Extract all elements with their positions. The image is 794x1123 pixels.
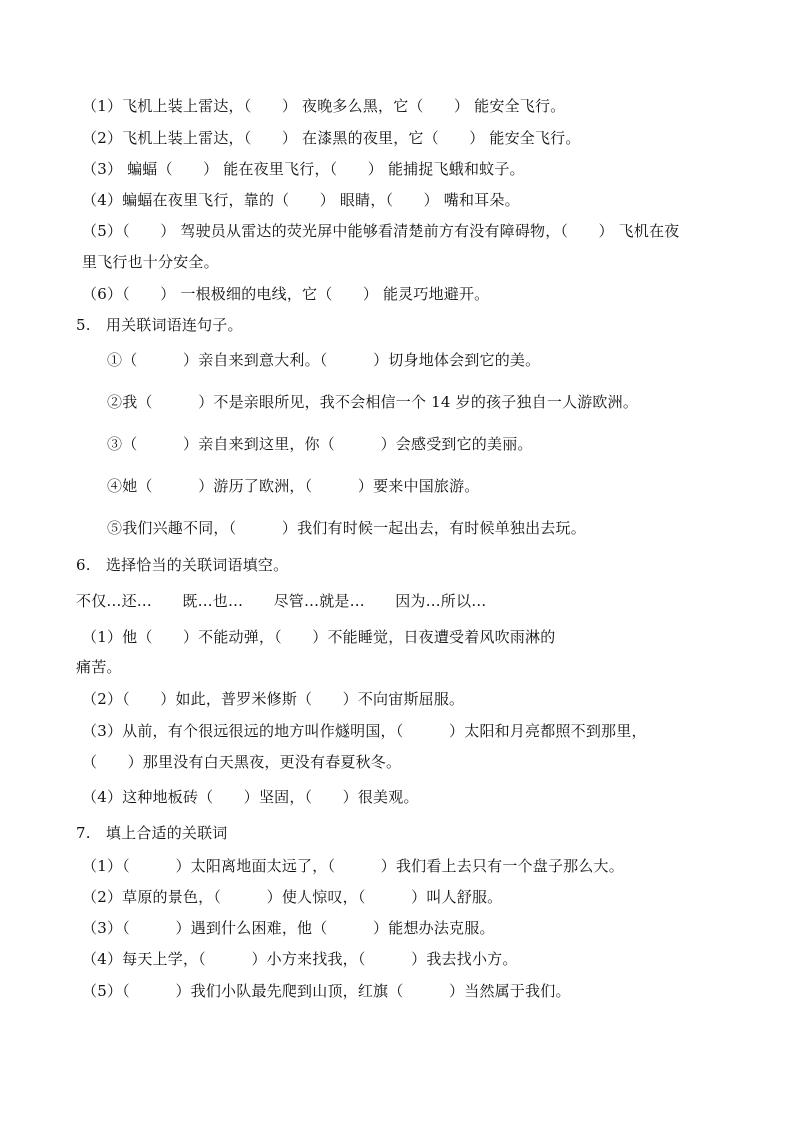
question-4-4: （4）蝙蝠在夜里飞行，靠的（ ） 眼睛，（ ） 嘴和耳朵。 <box>82 191 520 209</box>
question-4-6: （6）（ ） 一根极细的电线，它（ ） 能灵巧地避开。 <box>82 285 490 303</box>
question-6-3-continued: （ ）那里没有白天黑夜，更没有春夏秋冬。 <box>82 753 402 771</box>
question-4-3: （3） 蝙蝠（ ） 能在夜里飞行，（ ） 能捕捉飞蛾和蚊子。 <box>82 160 525 178</box>
question-7-4: （4）每天上学，（ ）小方来找我，（ ）我去找小方。 <box>82 950 518 968</box>
question-5-4: ④她（ ）游历了欧洲，（ ）要来中国旅游。 <box>107 477 480 495</box>
section-5-heading: 5. 用关联词语连句子。 <box>76 316 243 334</box>
question-4-5-continued: 里飞行也十分安全。 <box>82 253 219 271</box>
question-5-1: ①（ ）亲自来到意大利。（ ）切身地体会到它的美。 <box>107 351 541 369</box>
question-7-3: （3）（ ）遇到什么困难，他（ ）能想办法克服。 <box>82 919 495 937</box>
section-6-heading: 6. 选择恰当的关联词语填空。 <box>76 556 289 574</box>
question-7-2: （2）草原的景色，（ ）使人惊叹，（ ）叫人舒服。 <box>82 888 503 906</box>
question-6-2: （2）（ ）如此，普罗米修斯（ ）不向宙斯屈服。 <box>82 690 465 708</box>
conjunction-options: 不仅…还… 既…也… 尽管…就是… 因为…所以… <box>76 592 487 610</box>
question-7-1: （1）（ ）太阳离地面太远了，（ ）我们看上去只有一个盘子那么大。 <box>82 857 624 875</box>
question-5-5: ⑤我们兴趣不同，（ ）我们有时候一起出去，有时候单独出去玩。 <box>107 519 586 537</box>
question-4-5: （5）（ ） 驾驶员从雷达的荧光屏中能够看清楚前方有没有障碍物，（ ） 飞机在夜 <box>82 222 680 240</box>
question-4-2: （2）飞机上装上雷达，（ ） 在漆黑的夜里，它（ ） 能安全飞行。 <box>82 129 581 147</box>
section-7-heading: 7. 填上合适的关联词 <box>76 824 228 842</box>
question-4-1: （1）飞机上装上雷达，（ ） 夜晚多么黑，它（ ） 能安全飞行。 <box>82 97 566 115</box>
question-6-4: （4）这种地板砖（ ）坚固，（ ）很美观。 <box>82 788 419 806</box>
question-6-1-continued: 痛苦。 <box>76 658 122 676</box>
question-6-3: （3）从前，有个很远很远的地方叫作燧明国，（ ）太阳和月亮都照不到那里， <box>82 722 647 740</box>
question-5-3: ③（ ）亲自来到这里，你（ ）会感受到它的美丽。 <box>107 435 533 453</box>
question-5-2: ②我（ ）不是亲眼所见，我不会相信一个 14 岁的孩子独自一人游欧洲。 <box>107 393 639 411</box>
question-7-5: （5）（ ）我们小队最先爬到山顶，红旗（ ）当然属于我们。 <box>82 982 571 1000</box>
question-6-1: （1）他（ ）不能动弹，（ ）不能睡觉，日夜遭受着风吹雨淋的 <box>82 628 556 646</box>
